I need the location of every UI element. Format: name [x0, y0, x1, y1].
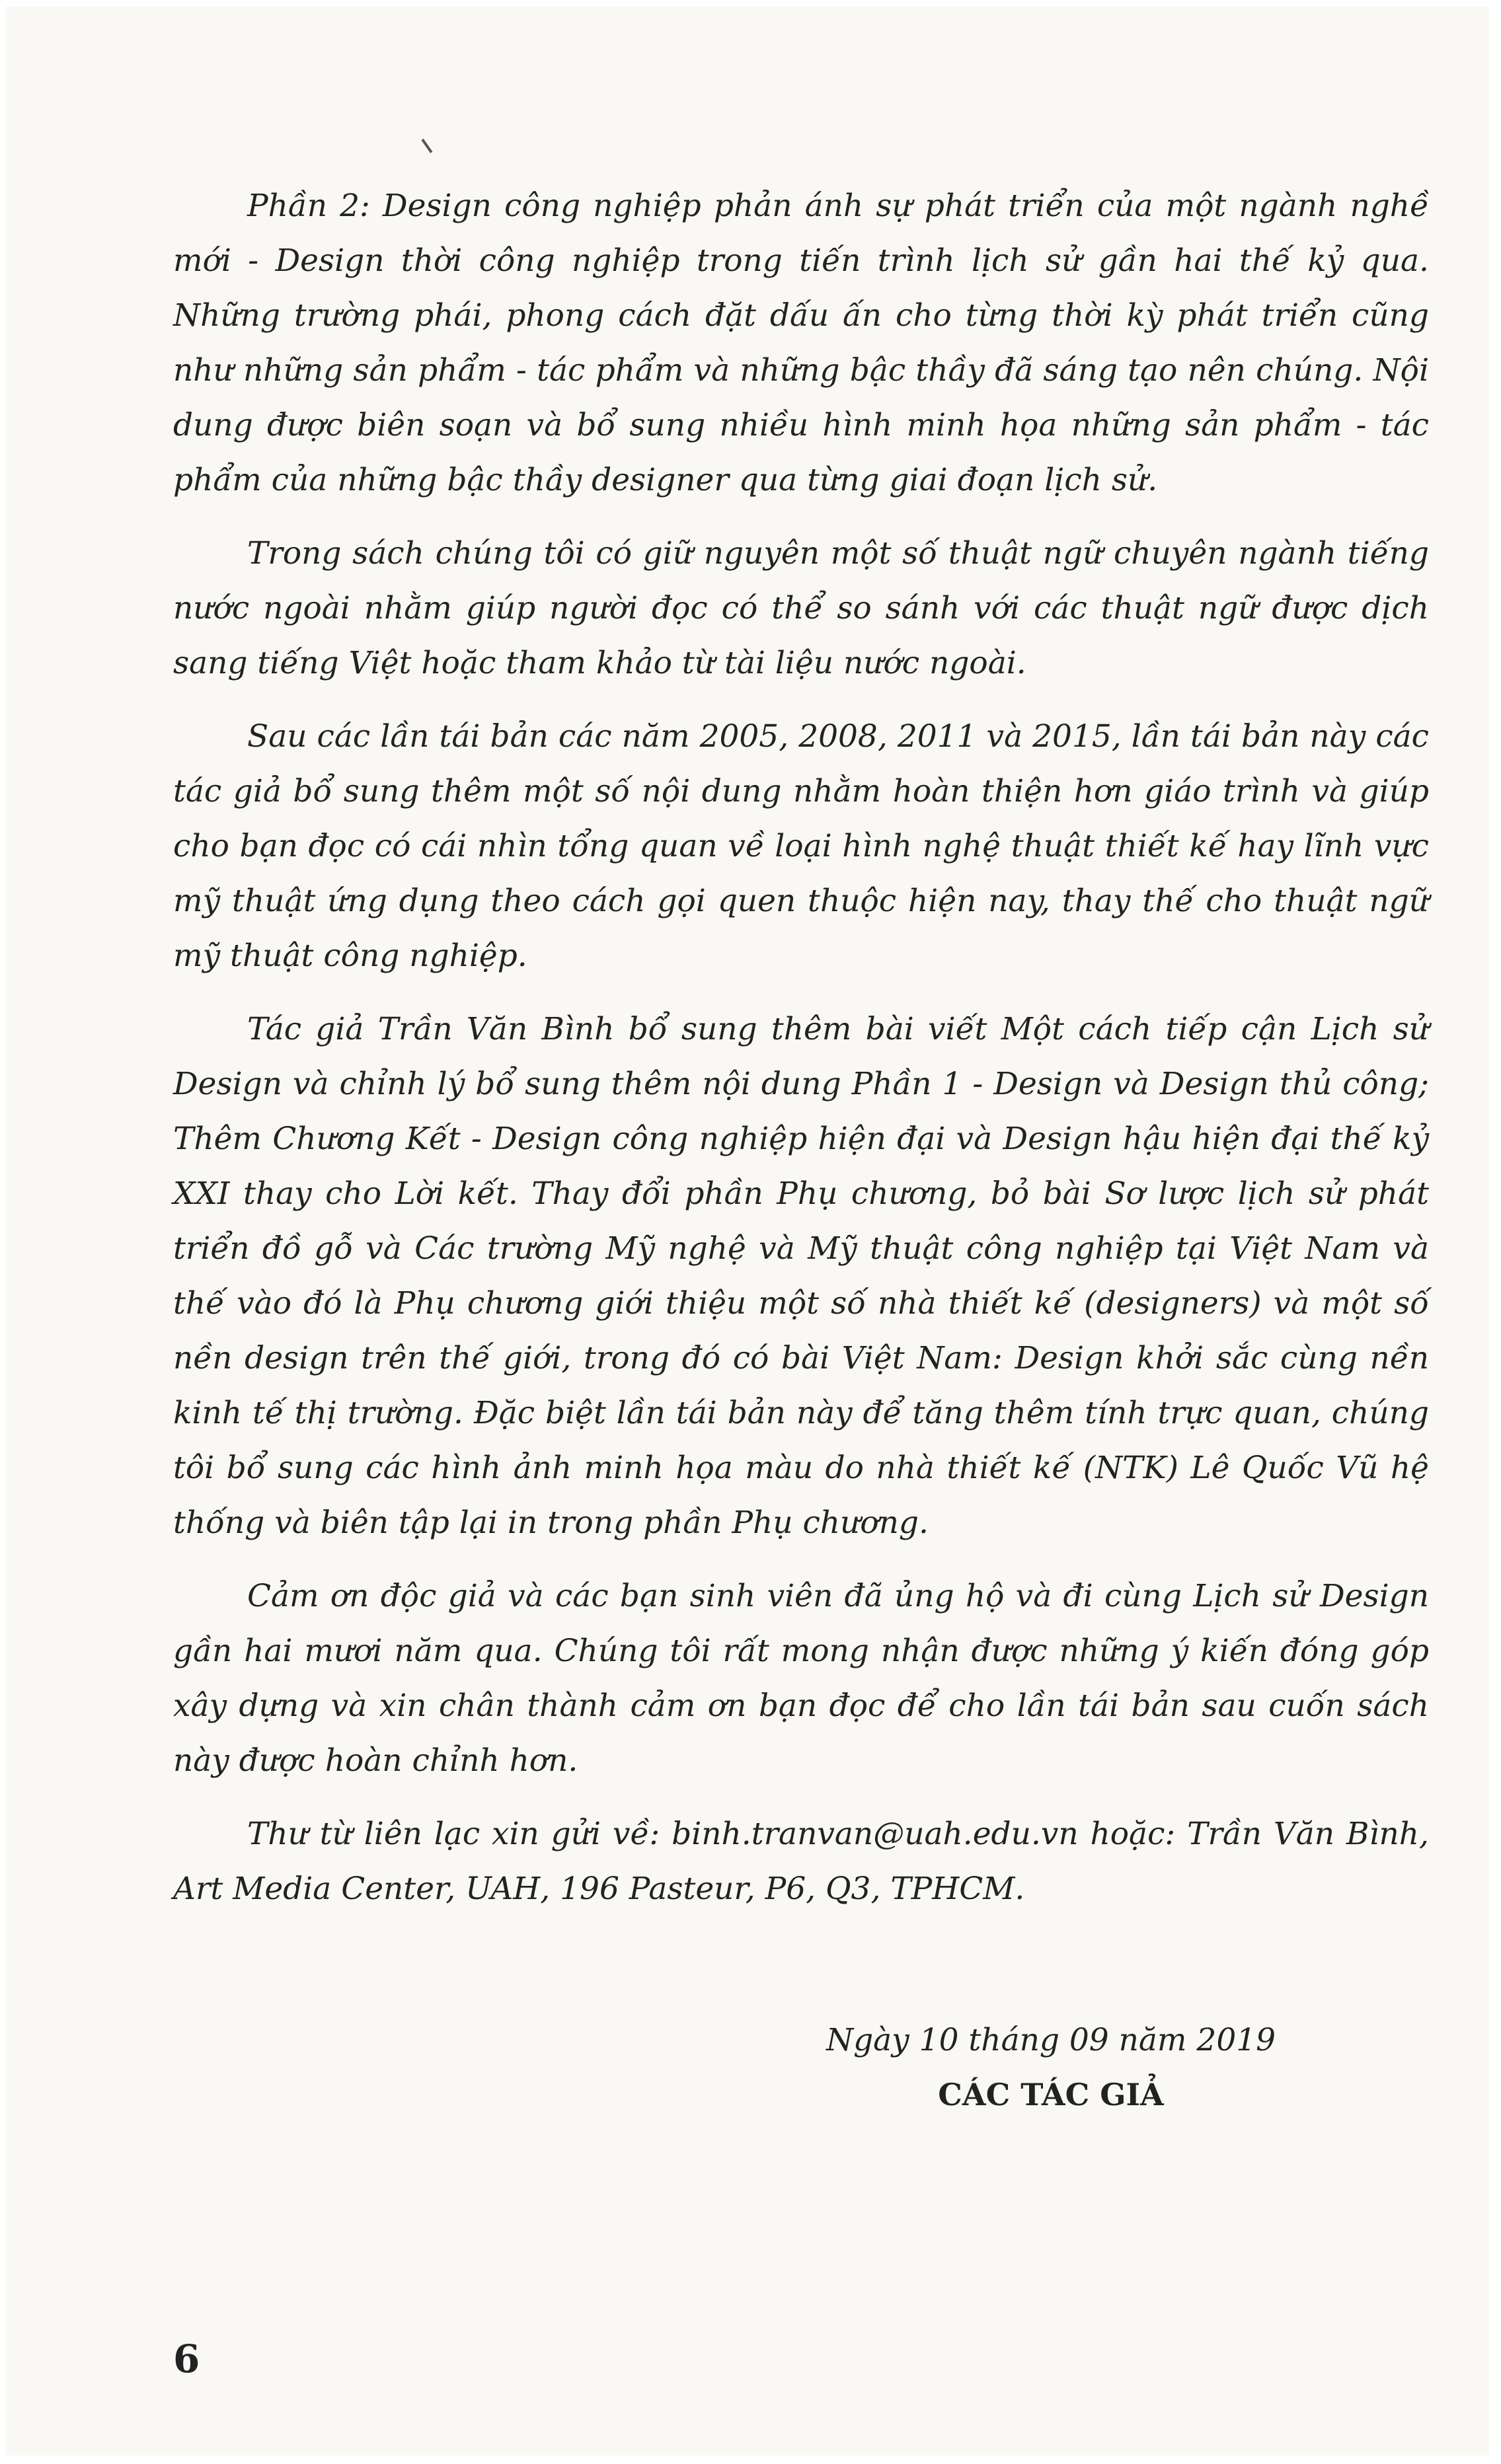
page-number: 6 [173, 2336, 200, 2381]
signature-date: Ngày 10 tháng 09 năm 2019 [826, 2022, 1276, 2058]
paragraph-contact: Thư từ liên lạc xin gửi về: binh.tranvan@uah.edu.vn hoặc: Trần Văn Bình, Art Media Center, UAH, 196 Pasteur, P6, Q3, TPHCM. [173, 1816, 1429, 1907]
paragraph-thanks: Cảm ơn độc giả và các bạn sinh viên đã ủng hộ và đi cùng Lịch sử Design gần hai mươi năm qua. Chúng tôi rất mong nhận được những ý kiến đóng góp xây dựng và xin chân thành cảm ơn bạn đọc để cho lần tái bản sau cuốn sách này được hoàn chỉnh hơn. [173, 1578, 1429, 1779]
paragraph-additions: Tác giả Trần Văn Bình bổ sung thêm bài viết Một cách tiếp cận Lịch sử Design và chỉnh lý bổ sung thêm nội dung Phần 1 - Design và Design thủ công; Thêm Chương Kết - Design công nghiệp hiện đại và Design hậu hiện đại thế kỷ XXI thay cho Lời kết. Thay đổi phần Phụ chương, bỏ bài Sơ lược lịch sử phát triển đồ gỗ và Các trường Mỹ nghệ và Mỹ thuật công nghiệp tại Việt Nam và thế vào đó là Phụ chương giới thiệu một số nhà thiết kế (designers) và một số nền design trên thế giới, trong đó có bài Việt Nam: Design khởi sắc cùng nền kinh tế thị trường. Đặc biệt lần tái bản này để tăng thêm tính trực quan, chúng tôi bổ sung các hình ảnh minh họa màu do nhà thiết kế (NTK) Lê Quốc Vũ hệ thống và biên tập lại in trong phần Phụ chương. [173, 1011, 1429, 1541]
signature-block [753, 2013, 1348, 2122]
paragraph-part-2: Phần 2: Design công nghiệp phản ánh sự phát triển của một ngành nghề mới - Design thời công nghiệp trong tiến trình lịch sử gần hai thế kỷ qua. Những trường phái, phong cách đặt dấu ấn cho từng thời kỳ phát triển cũng như những sản phẩm - tác phẩm và những bậc thầy đã sáng tạo nên chúng. Nội dung được biên soạn và bổ sung nhiều hình minh họa những sản phẩm - tác phẩm của những bậc thầy designer qua từng giai đoạn lịch sử. [173, 188, 1429, 498]
paragraph-reprints: Sau các lần tái bản các năm 2005, 2008, 2011 và 2015, lần tái bản này các tác giả bổ sung thêm một số nội dung nhằm hoàn thiện hơn giáo trình và giúp cho bạn đọc có cái nhìn tổng quan về loại hình nghệ thuật thiết kế hay lĩnh vực mỹ thuật ứng dụng theo cách gọi quen thuộc hiện nay, thay thế cho thuật ngữ mỹ thuật công nghiệp. [173, 718, 1429, 974]
body-text [173, 178, 1429, 1935]
paragraph-terminology: Trong sách chúng tôi có giữ nguyên một số thuật ngữ chuyên ngành tiếng nước ngoài nhằm giúp người đọc có thể so sánh với các thuật ngữ được dịch sang tiếng Việt hoặc tham khảo từ tài liệu nước ngoài. [173, 535, 1429, 681]
signature-authors: CÁC TÁC GIẢ [938, 2077, 1164, 2112]
